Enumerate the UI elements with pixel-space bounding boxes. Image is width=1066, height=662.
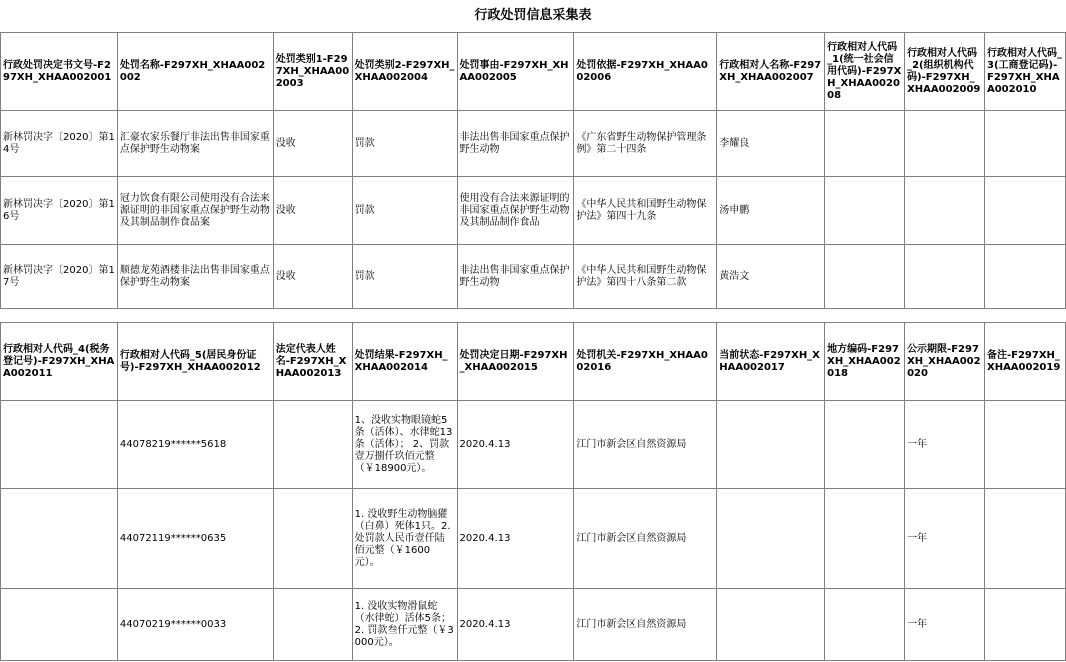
- table-cell[interactable]: 冠力饮食有限公司使用没有合法来源证明的非国家重点保护野生动物及其制品制作食品案: [117, 177, 273, 245]
- table-row: [1, 401, 1066, 489]
- header-cell[interactable]: 行政处罚决定书文号-F297XH_XHAA002001: [1, 33, 118, 111]
- header-cell[interactable]: 当前状态-F297XH_XHAA002017: [717, 323, 825, 401]
- header-cell[interactable]: 处罚依据-F297XH_XHAA002006: [574, 33, 717, 111]
- table-cell[interactable]: 江门市新会区自然资源局: [574, 589, 717, 661]
- table-cell[interactable]: 没收: [273, 111, 352, 177]
- table-cell[interactable]: [825, 177, 905, 245]
- table-cell[interactable]: 顺德龙苑酒楼非法出售非国家重点保护野生动物案: [117, 245, 273, 309]
- table-cell[interactable]: [984, 589, 1065, 661]
- table-cell[interactable]: 没收: [273, 245, 352, 309]
- table-cell[interactable]: 一年: [905, 489, 985, 589]
- table-cell[interactable]: 《中华人民共和国野生动物保护法》第四十九条: [574, 177, 717, 245]
- table-cell[interactable]: [1, 489, 118, 589]
- table-cell[interactable]: [825, 111, 905, 177]
- table-cell[interactable]: [717, 401, 825, 489]
- table-cell[interactable]: 非法出售非国家重点保护野生动物: [457, 111, 574, 177]
- table-cell[interactable]: 新林罚决字〔2020〕第14号: [1, 111, 118, 177]
- table-cell[interactable]: 汤申鹏: [717, 177, 825, 245]
- header-cell[interactable]: 行政相对人代码_4(税务登记号)-F297XH_XHAA002011: [1, 323, 118, 401]
- table-cell[interactable]: [984, 401, 1065, 489]
- header-cell[interactable]: 行政相对人代码_3(工商登记码)-F297XH_XHAA002010: [984, 33, 1065, 111]
- table-cell[interactable]: [825, 401, 905, 489]
- table-cell[interactable]: 2020.4.13: [457, 489, 574, 589]
- penalty-table-part2: [0, 322, 1066, 661]
- table-cell[interactable]: [717, 489, 825, 589]
- table-cell[interactable]: 一年: [905, 589, 985, 661]
- table-cell[interactable]: 《广东省野生动物保护管理条例》第二十四条: [574, 111, 717, 177]
- header-cell[interactable]: 公示期限-F297XH_XHAA002020: [905, 323, 985, 401]
- header-cell[interactable]: 行政相对人名称-F297XH_XHAA002007: [717, 33, 825, 111]
- header-cell[interactable]: 法定代表人姓名-F297XH_XHAA002013: [273, 323, 352, 401]
- table-cell[interactable]: [905, 177, 985, 245]
- table-cell[interactable]: [273, 489, 352, 589]
- penalty-table-part1: [0, 32, 1066, 309]
- header-cell[interactable]: 行政相对人代码_1(统一社会信用代码)-F297XH_XHAA002008: [825, 33, 905, 111]
- table-cell[interactable]: [1, 589, 118, 661]
- table-cell[interactable]: 江门市新会区自然资源局: [574, 489, 717, 589]
- table-row: [1, 111, 1066, 177]
- header-cell[interactable]: 处罚结果-F297XH_XHAA002014: [352, 323, 457, 401]
- table-cell[interactable]: 2020.4.13: [457, 401, 574, 489]
- table-cell[interactable]: [984, 111, 1065, 177]
- table-cell[interactable]: [717, 589, 825, 661]
- table-cell[interactable]: [1, 401, 118, 489]
- sheet-title: 行政处罚信息采集表: [0, 0, 1066, 33]
- table-cell[interactable]: 没收: [273, 177, 352, 245]
- table-cell[interactable]: 黄浩文: [717, 245, 825, 309]
- header-cell[interactable]: 备注-F297XH_XHAA002019: [984, 323, 1065, 401]
- table-cell[interactable]: 罚款: [352, 111, 457, 177]
- header-cell[interactable]: 处罚类别1-F297XH_XHAA002003: [273, 33, 352, 111]
- table-cell[interactable]: [825, 489, 905, 589]
- table-cell[interactable]: 罚款: [352, 245, 457, 309]
- table-cell[interactable]: 1. 没收野生动物脑獾（白鼻）死体1只。2. 处罚款人民币壹仟陆佰元整（￥1600元）。: [352, 489, 457, 589]
- table-cell[interactable]: [905, 111, 985, 177]
- table-cell[interactable]: [825, 245, 905, 309]
- section-gap: [0, 308, 1066, 322]
- table-cell[interactable]: [273, 589, 352, 661]
- header-cell[interactable]: 处罚名称-F297XH_XHAA002002: [117, 33, 273, 111]
- table-cell[interactable]: 1. 没收实物滑鼠蛇（水律蛇）活体5条；2. 罚款叁仟元整（￥3000元）。: [352, 589, 457, 661]
- table-cell[interactable]: [825, 589, 905, 661]
- table-cell[interactable]: 1、没收实物眼镜蛇5条（活体）、水律蛇13条（活体）； 2、罚款壹万捌仟玖佰元整（￥18900元）。: [352, 401, 457, 489]
- table-cell[interactable]: 2020.4.13: [457, 589, 574, 661]
- table-cell[interactable]: 新林罚决字〔2020〕第17号: [1, 245, 118, 309]
- table-row: [1, 489, 1066, 589]
- header-cell[interactable]: 处罚机关-F297XH_XHAA002016: [574, 323, 717, 401]
- header-row: [1, 323, 1066, 401]
- header-cell[interactable]: 处罚事由-F297XH_XHAA002005: [457, 33, 574, 111]
- table-cell[interactable]: 44072119******0635: [117, 489, 273, 589]
- table-cell[interactable]: 江门市新会区自然资源局: [574, 401, 717, 489]
- table-cell[interactable]: [273, 401, 352, 489]
- header-row: [1, 33, 1066, 111]
- table-cell[interactable]: 罚款: [352, 177, 457, 245]
- header-cell[interactable]: 行政相对人代码_2(组织机构代码)-F297XH_XHAA002009: [905, 33, 985, 111]
- table-cell[interactable]: 汇豪农家乐餐厅非法出售非国家重点保护野生动物案: [117, 111, 273, 177]
- table-cell[interactable]: 44070219******0033: [117, 589, 273, 661]
- table-cell[interactable]: 新林罚决字〔2020〕第16号: [1, 177, 118, 245]
- table-cell[interactable]: [984, 245, 1065, 309]
- header-cell[interactable]: 处罚类别2-F297XH_XHAA002004: [352, 33, 457, 111]
- table-cell[interactable]: 44078219******5618: [117, 401, 273, 489]
- table-cell[interactable]: 李耀良: [717, 111, 825, 177]
- header-cell[interactable]: 处罚决定日期-F297XH_XHAA002015: [457, 323, 574, 401]
- table-cell[interactable]: 非法出售非国家重点保护野生动物: [457, 245, 574, 309]
- table-row: [1, 177, 1066, 245]
- table-row: [1, 245, 1066, 309]
- table-row: [1, 589, 1066, 661]
- table-cell[interactable]: 使用没有合法来源证明的非国家重点保护野生动物及其制品制作食品: [457, 177, 574, 245]
- table-cell[interactable]: [905, 245, 985, 309]
- table-cell[interactable]: 《中华人民共和国野生动物保护法》第四十八条第二款: [574, 245, 717, 309]
- header-cell[interactable]: 行政相对人代码_5(居民身份证号)-F297XH_XHAA002012: [117, 323, 273, 401]
- table-cell[interactable]: 一年: [905, 401, 985, 489]
- table-cell[interactable]: [984, 177, 1065, 245]
- table-cell[interactable]: [984, 489, 1065, 589]
- header-cell[interactable]: 地方编码-F297XH_XHAA002018: [825, 323, 905, 401]
